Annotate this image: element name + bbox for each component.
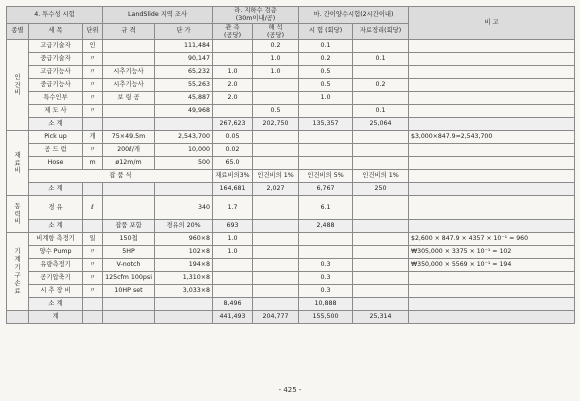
table-row: 시 추 장 비 〃 10HP set 3,033×8 0.3 — [7, 285, 575, 298]
group-equipment: 기 계 기 구 손 료 — [7, 233, 29, 311]
table-row: 양수 Pump 〃 5HP 102×8 1.0 ₩305,000 × 3375 × 10⁻¹ = 102 — [7, 246, 575, 259]
grand-total-row: 계 441,493 204,777 155,500 25,314 — [7, 311, 575, 324]
table-row: 잡 품 식 재료비의3% 인건비의 1% 인건비의 5% 인건비의 1% — [7, 170, 575, 183]
header-pumping-test: 마. 간이양수시험(2시간이내) — [299, 7, 409, 24]
subtotal-row: 소 계 267,623 202,750 135,357 25,064 — [7, 118, 575, 131]
group-power: 동 력 비 — [7, 196, 29, 233]
table-row: 공기압축기 〃 125cfm 100psi 1,310×8 0.3 — [7, 272, 575, 285]
table-row: 중급기능사 〃 시추기능사 55,263 2.0 0.5 0.2 — [7, 79, 575, 92]
header-observation: 관 측 (공당) — [213, 23, 253, 40]
header-landslide-survey: LandSlide 지역 조사 — [103, 7, 213, 24]
header-spec: 규 격 — [103, 23, 155, 40]
header-permeability-test: 4. 투수성 시험 — [7, 7, 103, 24]
header-remarks: 비 고 — [409, 7, 575, 40]
table-row: 특수인부 〃 보 링 공 45,887 2.0 1.0 — [7, 92, 575, 105]
header-data-arrangement: 자료정리(회당) — [353, 23, 409, 40]
table-row: 중급기술자 〃 90,147 1.0 0.2 0.1 — [7, 53, 575, 66]
table-row: 고급기능사 〃 시추기능사 65,232 1.0 1.0 0.5 — [7, 66, 575, 79]
table-row: 제 도 사 〃 49,968 0.5 0.1 — [7, 105, 575, 118]
group-material: 재 료 비 — [7, 131, 29, 196]
header-item: 세 목 — [29, 23, 83, 40]
table-row: 재 료 비 Pick up 개 75×49.5m 2,543,700 0.05 $3,000×847.9=2,543,700 — [7, 131, 575, 144]
table-row: 기 계 기 구 손 료 비계항 측정기 일 150첩 960×8 1.0 $2,600 × 847.9 × 4357 × 10⁻¹ = 960 — [7, 233, 575, 246]
page-number: - 425 - — [278, 386, 302, 394]
header-unit: 단위 — [83, 23, 103, 40]
header-groundwater-logging: 라. 지하수 검층 (30m이내/공) — [213, 7, 299, 24]
header-test: 시 험 (회당) — [299, 23, 353, 40]
table-row: 유량측정기 〃 V-notch 194×8 0.3 ₩350,000 × 5569 × 10⁻¹ = 194 — [7, 259, 575, 272]
header-type: 종별 — [7, 23, 29, 40]
subtotal-row: 소 계 잡품 포함 경유의 20% 693 2,488 — [7, 220, 575, 233]
header-row-1 — [7, 7, 575, 24]
header-unit-price: 단 가 — [155, 23, 213, 40]
header-analysis: 해 석 (공당) — [253, 23, 299, 40]
cost-table — [6, 6, 575, 324]
subtotal-row: 소 계 164,681 2,027 6,767 250 — [7, 183, 575, 196]
table-row: 공 드 럼 〃 200ℓ/개 10,000 0.02 — [7, 144, 575, 157]
subtotal-row: 소 계 8,496 10,888 — [7, 298, 575, 311]
table-row: 인 건 비 고급기술자 인 111,484 0.2 0.1 — [7, 40, 575, 53]
table-row: Hose m ø12m/m 500 65.0 — [7, 157, 575, 170]
table-row: 동 력 비 경 유 ℓ 340 1.7 6.1 — [7, 196, 575, 220]
group-labor: 인 건 비 — [7, 40, 29, 131]
